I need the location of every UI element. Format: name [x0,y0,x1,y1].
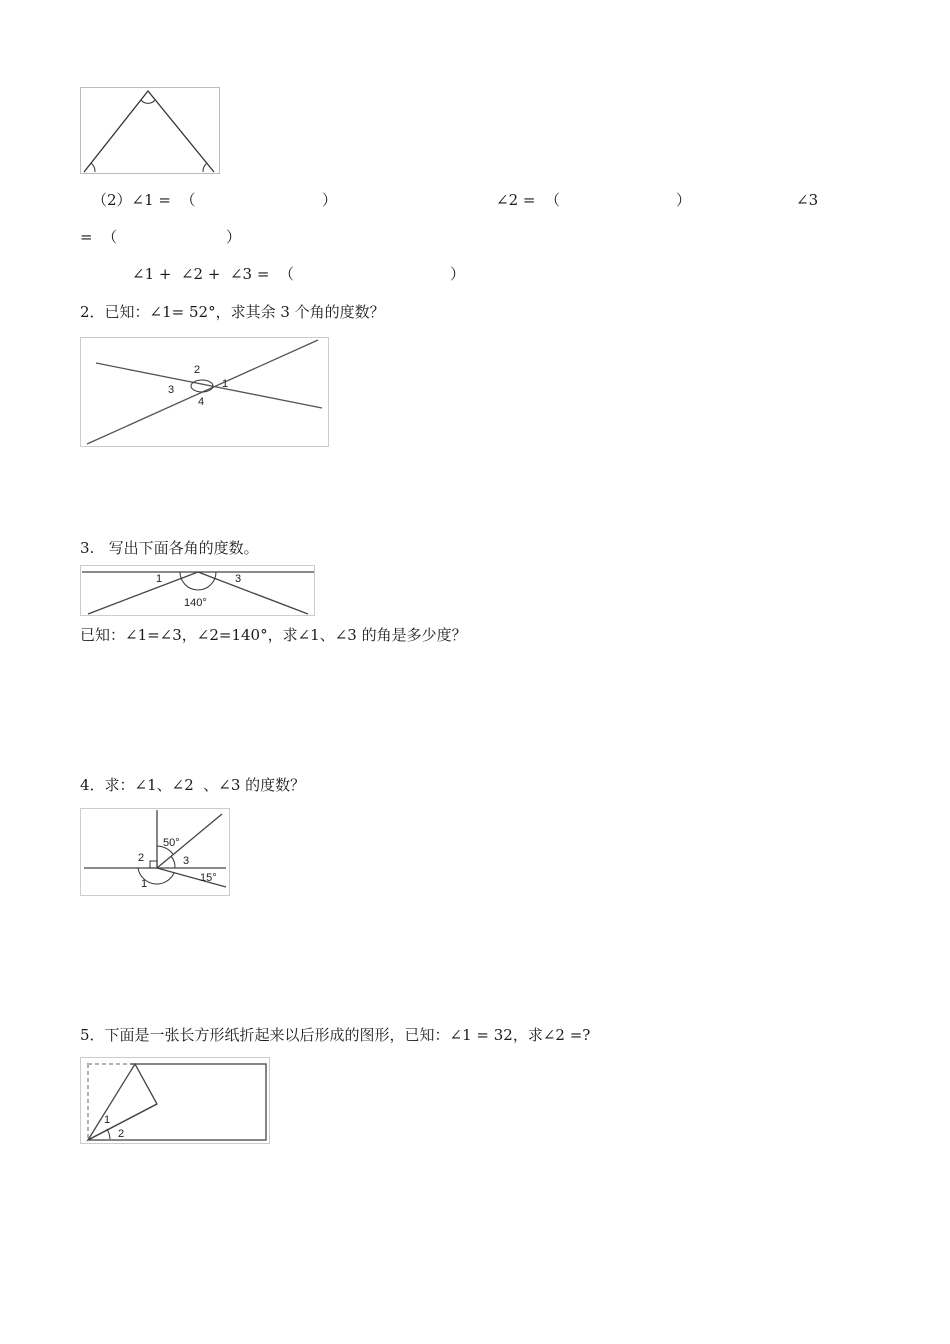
q2-label-1: 1 [222,378,229,390]
q3-label-3: 3 [235,573,242,585]
q2-intersecting-lines-figure [80,337,332,449]
q2-question: 2．已知：∠1= 52°，求其余 3 个角的度数？ [80,303,385,321]
q1-line1-b: ） [322,191,338,209]
q5-question: 5．下面是一张长方形纸折起来以后形成的图形，已知：∠1 = 32，求∠2 =? [80,1026,591,1044]
q1-line1-a: （2）∠1 = （ [92,191,196,209]
q5-label-2: 2 [118,1128,125,1140]
q4-label-15: 15° [200,872,217,884]
q2-label-2: 2 [194,364,201,376]
q4-question: 4．求：∠1、∠2 、∠3 的度数？ [80,776,306,794]
q1-line1-c: ∠2 = （ [496,191,560,209]
q1-line2-b: ） [226,228,242,246]
q4-label-2: 2 [138,852,145,864]
triangle-figure [80,87,222,177]
q3-label-140: 140° [184,597,207,609]
q4-label-3: 3 [183,855,190,867]
q1-line3-a: ∠1 + ∠2 + ∠3 = （ [132,265,294,283]
q4-label-50: 50° [163,837,180,849]
q4-label-1: 1 [141,878,148,890]
q2-label-4: 4 [198,396,205,408]
q4-angles-figure [80,808,234,898]
q5-label-1: 1 [104,1114,111,1126]
q3-label-1: 1 [156,573,163,585]
q5-folded-paper-figure [80,1057,274,1147]
q2-label-3: 3 [168,384,175,396]
q1-line2-a: = （ [80,228,118,246]
q1-line3-b: ） [450,265,466,283]
q3-angles-figure [80,565,318,617]
q3-question: 3. 写出下面各角的度数。 [80,539,259,557]
q1-line1-d: ） [676,191,692,209]
q3-given: 已知：∠1=∠3，∠2=140°，求∠1、∠3 的角是多少度？ [80,626,467,644]
q1-line1-e: ∠3 [796,191,819,209]
